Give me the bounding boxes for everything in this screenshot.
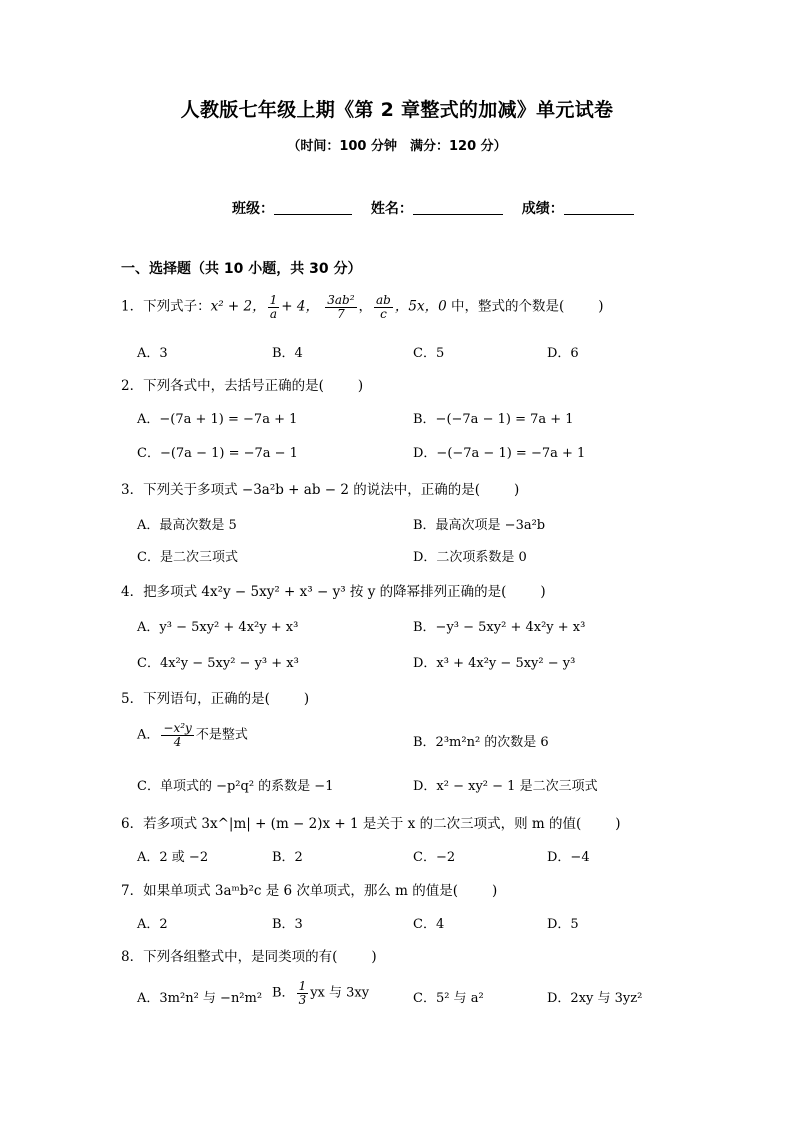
- option-c[interactable]: C．4: [413, 917, 445, 932]
- question-stem: 4．把多项式 4x²y − 5xy² + x³ − y³ 按 y 的降幂排列正确的是(: [121, 584, 507, 600]
- question-6: 6．若多项式 3x^|m| + (m − 2)x + 1 是关于 x 的二次三项式，则 m 的值( ): [121, 816, 621, 832]
- option-a[interactable]: A．3: [137, 346, 168, 361]
- math-expr: x² + 2，: [210, 298, 266, 315]
- question-stem: 1．下列式子：: [121, 298, 211, 315]
- option-d[interactable]: D．二次项系数是 0: [413, 550, 527, 565]
- question-stem: 8．下列各组整式中，是同类项的有(: [121, 949, 338, 965]
- option-a[interactable]: A．3m²n² 与 −n²m²: [137, 991, 263, 1006]
- option-a[interactable]: A．y³ − 5xy² + 4x²y + x³: [137, 620, 299, 635]
- question-stem: 5．下列语句，正确的是(: [121, 691, 270, 707]
- option-a[interactable]: A．−(7a + 1) = −7a + 1: [137, 412, 298, 427]
- option-c[interactable]: C．5² 与 a²: [413, 991, 484, 1006]
- option-d[interactable]: D．−(−7a − 1) = −7a + 1: [413, 446, 586, 461]
- fraction: $\frac{\text{3ab²}}{7}$: [327, 293, 355, 321]
- student-info: [232, 198, 634, 218]
- fraction: $\frac{ab}{c}$: [376, 293, 391, 321]
- name-label: 姓名：: [370, 201, 413, 217]
- question-5: 5．下列语句，正确的是( ): [121, 691, 310, 707]
- option-c[interactable]: C．5: [413, 346, 445, 361]
- fraction: $\frac{1}{3}$: [298, 979, 307, 1007]
- option-d[interactable]: D．5: [547, 917, 579, 932]
- fraction: $\frac{\text{−x²y}}{4}$: [163, 721, 192, 749]
- option-d[interactable]: D．−4: [547, 850, 590, 865]
- option-c[interactable]: C．是二次三项式: [137, 550, 238, 565]
- option-c[interactable]: C．−2: [413, 850, 456, 865]
- option-d[interactable]: D．2xy 与 3yz²: [547, 991, 643, 1006]
- section-heading: 一、选择题（共 10 小题，共 30 分）: [121, 261, 362, 277]
- question-1: 1．下列式子：x² + 2， $\frac{1}{a}$ + 4， $\frac{\text{3ab²}}{7}$ ， $\frac{ab}{c}$ ，5x，0 中，整式的个数是( ): [121, 293, 604, 321]
- class-field[interactable]: [274, 200, 352, 215]
- score-label: 成绩：: [521, 201, 564, 217]
- option-d[interactable]: D．x³ + 4x²y − 5xy² − y³: [413, 656, 576, 671]
- option-b[interactable]: B．2: [272, 850, 303, 865]
- option-c[interactable]: C．−(7a − 1) = −7a − 1: [137, 446, 298, 461]
- exam-info: （时间：100 分钟 满分：120 分）: [287, 139, 507, 154]
- fraction: $\frac{1}{a}$: [269, 293, 278, 321]
- question-stem: 3．下列关于多项式 −3a²b + ab − 2 的说法中，正确的是(: [121, 482, 481, 498]
- option-b[interactable]: B．最高次项是 −3a²b: [413, 518, 546, 533]
- option-d[interactable]: D．x² − xy² − 1 是二次三项式: [413, 779, 598, 794]
- option-b[interactable]: B．−y³ − 5xy² + 4x²y + x³: [413, 620, 586, 635]
- option-a[interactable]: A．2 或 −2: [137, 850, 209, 865]
- question-stem: 6．若多项式 3x^|m| + (m − 2)x + 1 是关于 x 的二次三项式，则 m 的值(: [121, 816, 582, 832]
- option-b[interactable]: B． $\frac{1}{3}$ yx 与 3xy: [272, 979, 370, 1007]
- option-a[interactable]: A． $\frac{\text{−x²y}}{4}$ 不是整式: [137, 721, 248, 749]
- question-stem: 7．如果单项式 3aᵐb²c 是 6 次单项式，那么 m 的值是(: [121, 883, 459, 899]
- class-label: 班级：: [232, 201, 274, 217]
- option-c[interactable]: C．4x²y − 5xy² − y³ + x³: [137, 656, 299, 671]
- name-field[interactable]: [413, 200, 503, 215]
- option-a[interactable]: A．2: [137, 917, 168, 932]
- option-d[interactable]: D．6: [547, 346, 579, 361]
- option-b[interactable]: B．4: [272, 346, 303, 361]
- page-title: 人教版七年级上期《第 2 章整式的加减》单元试卷: [180, 99, 614, 121]
- question-3: 3．下列关于多项式 −3a²b + ab − 2 的说法中，正确的是( ): [121, 482, 520, 498]
- question-8: 8．下列各组整式中，是同类项的有( ): [121, 949, 377, 965]
- question-7: 7．如果单项式 3aᵐb²c 是 6 次单项式，那么 m 的值是( ): [121, 883, 498, 899]
- question-stem: 2．下列各式中，去括号正确的是(: [121, 378, 324, 394]
- option-a[interactable]: A．最高次数是 5: [137, 518, 237, 533]
- option-b[interactable]: B．−(−7a − 1) = 7a + 1: [413, 412, 574, 427]
- option-b[interactable]: B．2³m²n² 的次数是 6: [413, 735, 549, 750]
- score-field[interactable]: [564, 200, 634, 215]
- question-2: 2．下列各式中，去括号正确的是( ): [121, 378, 364, 394]
- option-c[interactable]: C．单项式的 −p²q² 的系数是 −1: [137, 779, 334, 794]
- option-b[interactable]: B．3: [272, 917, 303, 932]
- question-4: 4．把多项式 4x²y − 5xy² + x³ − y³ 按 y 的降幂排列正确的是( ): [121, 584, 546, 600]
